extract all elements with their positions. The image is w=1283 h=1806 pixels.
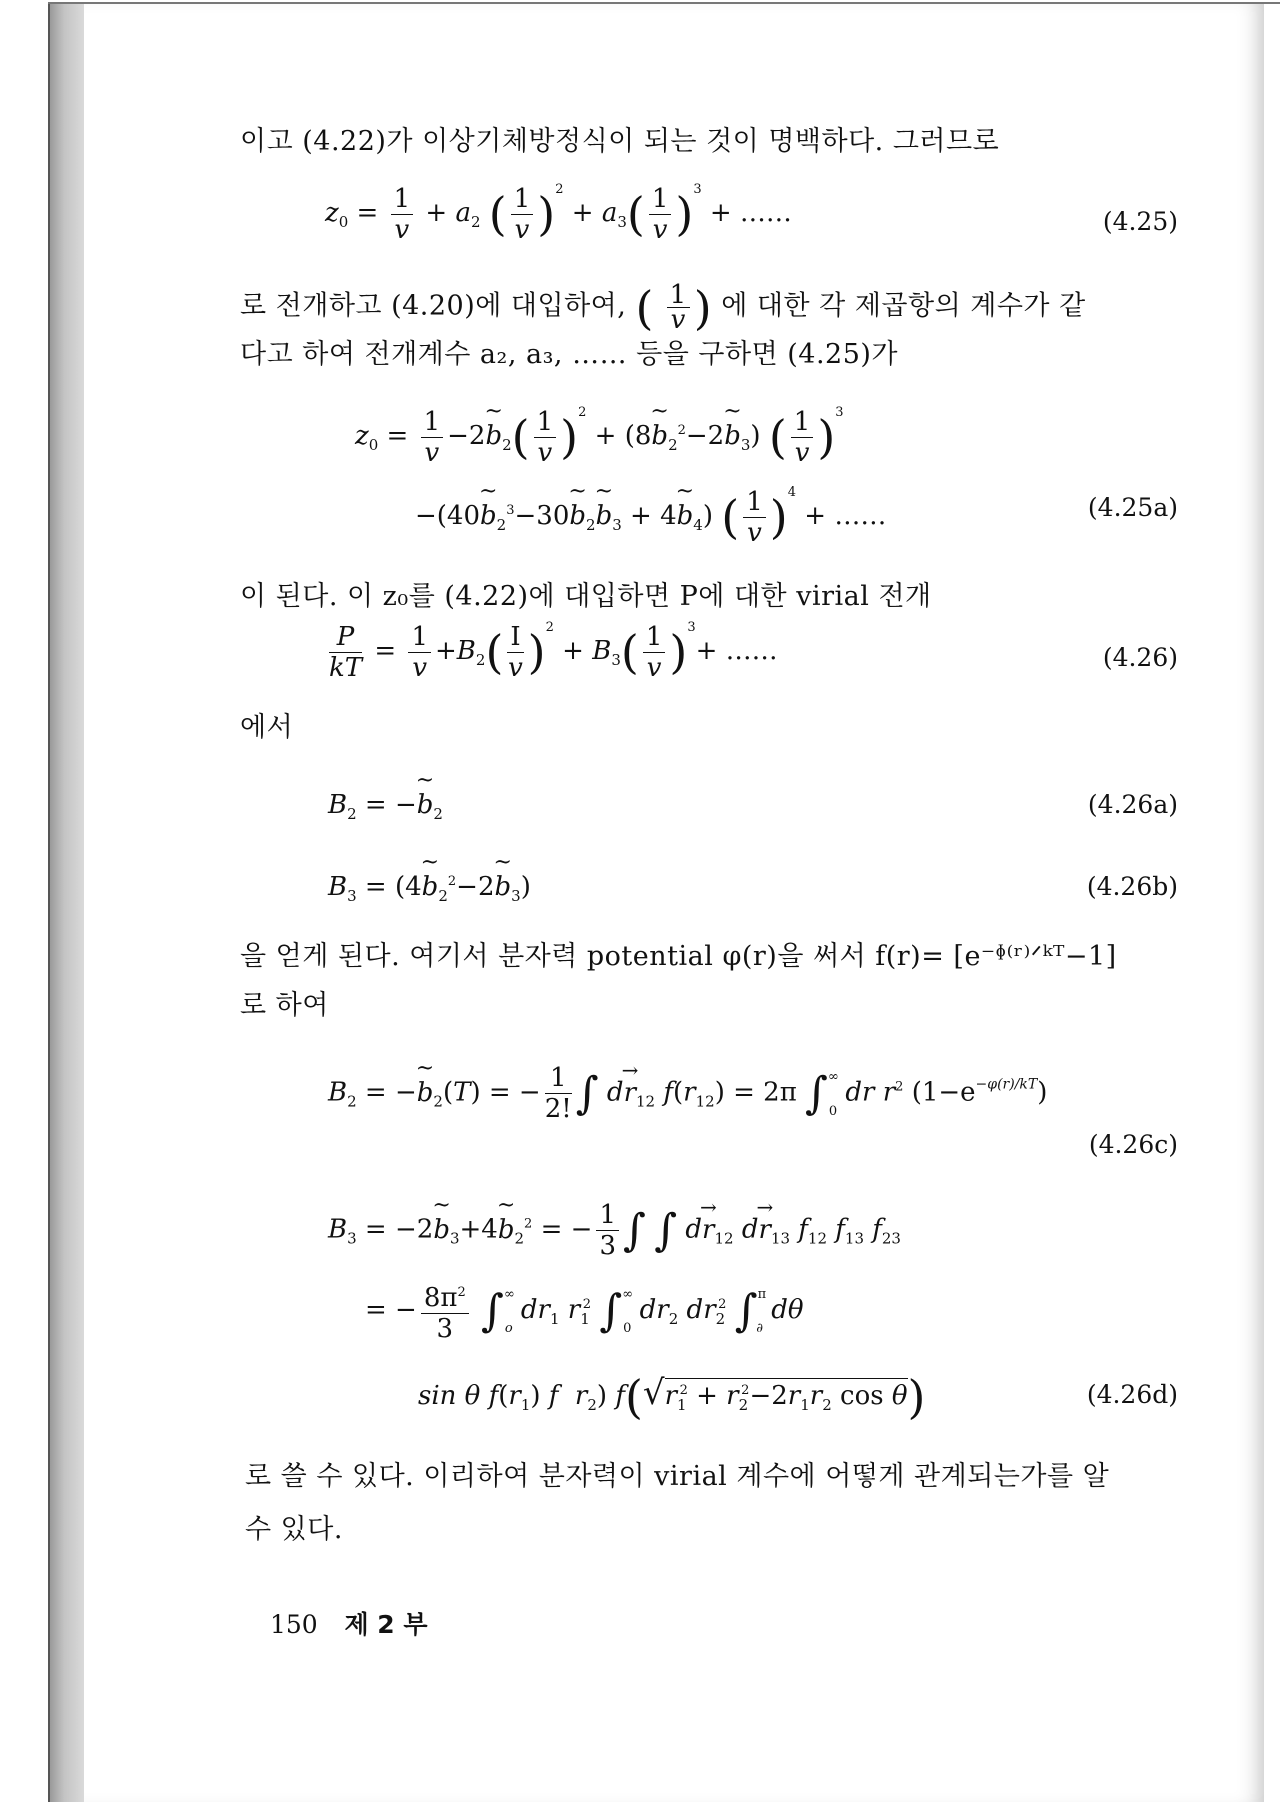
- paragraph-6-line-2: 수 있다.: [245, 1514, 343, 1545]
- paragraph-6: 로 쓸 수 있다. 이리하여 분자력이 virial 계수에 어떻게 관계되는가를 알: [245, 1461, 1110, 1492]
- equation-number: (4.25): [1102, 207, 1178, 236]
- equation-4-26c: $B_2$ = −~ $b_2(T)$ = − $\frac{1}{2!}$ ∫ dr → $_{12}$ $f(r_{12}) = 2\pi$ $\int^\infty_0$ dr $r^2$ $(1-e^{-\varphi(r)/kT})$: [328, 1063, 1047, 1124]
- page-number: 150: [270, 1610, 318, 1639]
- equation-4-25: $z_0$ = $\frac{1}{v}$ + $a_2$ ( $\frac{1}{v}$ )$^2 + a_3$( $\frac{1}{v}$ )$^3$ + ……: [325, 182, 792, 245]
- equation-number: (4.26): [1102, 643, 1178, 672]
- equation-number: (4.26c): [1088, 1130, 1178, 1159]
- equation-number: (4.26a): [1087, 790, 1178, 819]
- paragraph-5: 을 얻게 된다. 여기서 분자력 potential φ(r)을 써서 f(r)= [e⁻ᶲ⁽ʳ⁾ᐟᵏᵀ−1]: [240, 941, 1117, 972]
- equation-4-26d-line-3: sin θ $f(r_1)$ f $r_2$) $f(√r_1^2 + r_2^2-2r_1r_2$ cos θ): [418, 1370, 926, 1424]
- book-spine: [48, 4, 86, 1802]
- equation-number: (4.26b): [1086, 872, 1178, 901]
- paragraph-2-text-a: 로 전개하고 (4.20)에 대입하여,: [240, 290, 627, 322]
- equation-number: (4.26d): [1086, 1380, 1178, 1409]
- paragraph-2: [240, 280, 1180, 335]
- paragraph-2-line-2: 다고 하여 전개계수 a₂, a₃, …… 등을 구하면 (4.25)가: [240, 339, 898, 370]
- inline-fraction: ( $\frac{1}{v}$ ): [635, 280, 713, 335]
- equation-4-25a-line-1: $z_0$ = $\frac{1}{v}$ −2~ $b_2$( $\frac{1}{v}$ )$^2$ + (8~ $b_2^2-2\sim$ $b_3$) ( $\frac{1}{v}$ )$^3$: [355, 405, 844, 468]
- paragraph-4: 에서: [240, 712, 294, 743]
- paragraph-2-text-b: 에 대한 각 제곱항의 계수가 같: [721, 290, 1086, 322]
- equation-4-26d-line-2: = − $\frac{8\pi^2}{3}$ $\int^\infty_o$ $dr_1$ $r_1^2$ $\int^\infty_0$ $dr_2$ $dr_2^2$ ∫$^\pi_\partial$ dθ: [365, 1278, 804, 1344]
- paragraph-3: 이 된다. 이 z₀를 (4.22)에 대입하면 P에 대한 virial 전개: [240, 581, 932, 612]
- equation-4-26: $\frac{P}{kT}$ = $\frac{1}{v}$ $+B_2$( $\frac{I}{v}$ )$^2 + B_3$( $\frac{1}{v}$ )$^3$+ ……: [329, 620, 778, 683]
- page-footer: [270, 1605, 428, 1641]
- part-label: 제 2 부: [344, 1610, 428, 1639]
- equation-4-26d-line-1: $B_3$ = −2~ $b_3+4\sim$ $b_2^2$ = − $\frac{1}{3}$ ∫ ∫ dr → $_{12}$ dr → $_{13}$ $f_{12}$ $f_{13}$ $f_{23}$: [328, 1200, 901, 1261]
- equation-4-25a-line-2: −(40~ $b_2^3-30\sim$ $b_2\sim$ $b_3$ + 4~ $b_4$) ( $\frac{1}{v}$ )$^4$ + ……: [415, 485, 886, 548]
- equation-number: (4.25a): [1087, 493, 1178, 522]
- paragraph-5-line-2: 로 하여: [240, 990, 329, 1021]
- paragraph-1: 이고 (4.22)가 이상기체방정식이 되는 것이 명백하다. 그러므로: [240, 126, 1000, 157]
- equation-4-26a: $B_2$ = −~ $b_2$: [328, 790, 443, 823]
- equation-4-26b: $B_3$ = (4~ $b_2^2-2\sim$ $b_3$): [328, 872, 531, 905]
